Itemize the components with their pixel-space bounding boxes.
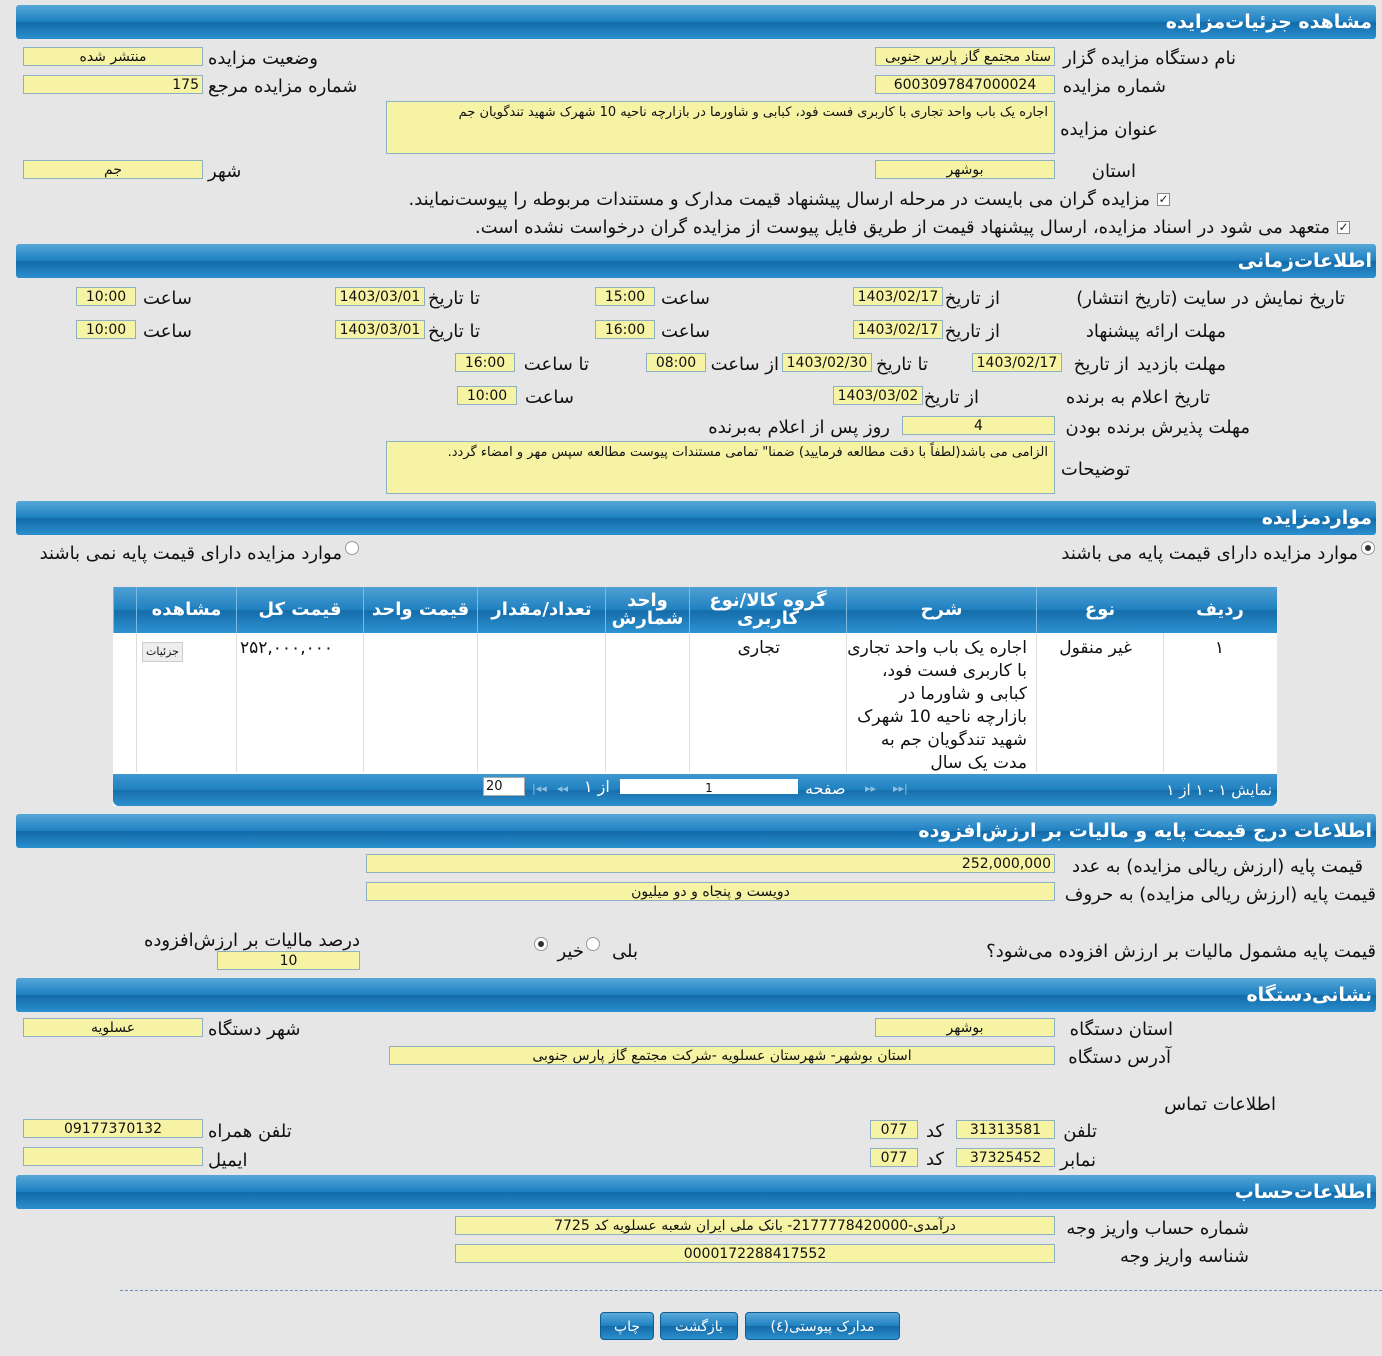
accept-deadline-label: مهلت پذیرش برنده بودن [1065,417,1250,438]
price-words-label: قیمت پایه (ارزش ریالی مزایده) به حروف [1064,884,1376,905]
no-file-offer-checkbox[interactable]: ✓ [1338,220,1349,234]
to-date-label: تا تاریخ [427,288,480,309]
vat-yes-label: بلی [612,941,638,962]
section-header-account [16,1175,1376,1209]
from-hour-label: از ساعت [710,354,779,375]
from-date-label: از تاریخ [944,321,1000,342]
section-header-time [16,244,1376,278]
cell-type: غیر منقول [1059,638,1132,658]
col-view[interactable]: مشاهده [136,587,236,633]
accept-days-suffix: روز پس از اعلام به‌برنده [708,417,890,438]
grid-pager [113,774,1277,806]
phone-code-field[interactable]: 077 [870,1120,918,1139]
col-row[interactable]: ردیف [1196,599,1244,620]
section-title: مشاهده جزئیات‌مزایده [1165,11,1372,33]
price-words-field[interactable]: دویست و پنجاه و دو میلیون [366,882,1055,901]
next-page-icon[interactable]: ◂◂ [557,782,569,795]
number-field[interactable]: 6003097847000024 [875,75,1055,94]
description-label: توضیحات [1060,459,1130,480]
cell-desc: اجاره یک باب واحد تجاری با کاربری فست فود، کبابی و شاورما در بازارچه ناحیه 10 شهرک شهید تندگویان جم به مدت یک سال [847,638,1027,773]
visit-to-time[interactable]: 16:00 [455,353,515,372]
fax-code-label: کد [925,1149,944,1170]
attach-required-text: مزایده گران می بایست در مرحله ارسال پیشنهاد قیمت مدارک و مستندات مربوطه را پیوست‌نمایند. [408,189,1150,210]
radio-without-base-price-label: موارد مزایده دارای قیمت پایه نمی باشند [39,543,342,564]
back-button[interactable]: بازگشت [660,1312,738,1340]
col-desc[interactable]: شرح [846,587,1036,633]
status-field[interactable]: منتشر شده [23,47,203,66]
col-qty[interactable]: تعداد/مقدار [477,587,605,633]
view-details-link[interactable]: جزئیات [142,642,183,662]
hour-label: ساعت [661,288,710,309]
hour-label: ساعت [661,321,710,342]
cell-total: ۲۵۲,۰۰۰,۰۰۰ [240,638,333,658]
attach-required-checkbox[interactable]: ✓ [1158,192,1169,206]
fax-field[interactable]: 37325452 [956,1148,1055,1167]
email-label: ایمیل [208,1150,248,1171]
last-page-icon[interactable]: |◂◂ [532,782,547,795]
visit-from-date[interactable]: 1403/02/17 [972,353,1062,372]
contact-title: اطلاعات تماس [1164,1094,1276,1115]
prev-page-icon[interactable]: ▸▸ [865,782,877,795]
section-title: اطلاعات‌زمانی [1237,250,1372,272]
col-group[interactable]: گروه کالا/نوع کاربری [689,587,846,633]
account-number-label: شماره حساب واریز وجه [1066,1218,1249,1239]
org-city-label: شهر دستگاه [208,1019,301,1040]
vat-percent-field[interactable]: 10 [217,951,360,970]
from-date-label: از تاریخ [944,288,1000,309]
status-label: وضعیت مزایده [208,48,318,69]
accept-days-field[interactable]: 4 [902,416,1055,435]
section-title: اطلاعات درج قیمت پایه و مالیات بر ارزش‌افزوده [918,820,1372,842]
display-to-date[interactable]: 1403/03/01 [335,287,425,306]
vat-no-label: خیر [557,941,584,962]
province-field[interactable]: بوشهر [875,160,1055,179]
section-header-price [16,814,1376,848]
attachments-button[interactable]: مدارک پیوستی(٤) [745,1312,900,1340]
pager-summary: نمایش ۱ - ۱ از ۱ [1166,781,1272,799]
offer-from-time[interactable]: 16:00 [595,320,655,339]
col-unit[interactable]: واحد شمارش [605,587,689,633]
items-grid [113,587,1277,806]
title-label: عنوان مزایده [1060,119,1158,140]
offer-from-date[interactable]: 1403/02/17 [853,320,943,339]
org-province-field[interactable]: بوشهر [875,1018,1055,1037]
account-number-field[interactable]: درآمدی-2177778420000- بانک ملی ایران شعبه عسلویه کد 7725 [455,1216,1055,1235]
mobile-field[interactable]: 09177370132 [23,1119,203,1138]
from-date-label: از تاریخ [1073,354,1129,375]
radio-with-base-price[interactable] [1361,541,1375,555]
vat-percent-label: درصد مالیات بر ارزش‌افزوده [143,930,360,951]
col-type[interactable]: نوع [1036,587,1163,633]
offer-to-date[interactable]: 1403/03/01 [335,320,425,339]
no-file-offer-text: متعهد می شود در اسناد مزایده، ارسال پیشنهاد قیمت از طریق فایل پیوست از مزایده گران درخواست نشده است. [474,217,1330,238]
section-title: نشانی‌دستگاه [1246,984,1372,1006]
cell-row: ۱ [1214,638,1224,658]
section-title: مواردمزایده [1261,507,1372,529]
price-number-label: قیمت پایه (ارزش ریالی مزایده) به عدد [1071,856,1363,877]
display-from-time[interactable]: 15:00 [595,287,655,306]
fax-code-field[interactable]: 077 [870,1148,918,1167]
first-page-icon[interactable]: ▸▸| [893,782,908,795]
org-address-field[interactable]: استان بوشهر- شهرستان عسلویه -شرکت مجتمع گاز پارس جنوبی [389,1046,1055,1065]
email-field[interactable] [23,1147,203,1166]
vat-no-radio[interactable] [534,937,548,951]
mobile-label: تلفن همراه [208,1121,292,1142]
org-label: نام دستگاه مزایده گزار [1063,48,1236,69]
to-date-label: تا تاریخ [427,321,480,342]
ref-label: شماره مزایده مرجع [208,76,358,97]
fax-label: نمابر [1060,1150,1096,1171]
page-size-select[interactable]: 20 [483,777,525,796]
section-header-items [16,501,1376,535]
separator [120,1290,1382,1291]
title-field[interactable]: اجاره یک باب واحد تجاری با کاربری فست فود، کبابی و شاورما در بازارچه ناحیه 10 شهرک شهید تندگویان جم [386,101,1055,154]
hour-label: ساعت [525,387,574,408]
visit-to-date[interactable]: 1403/02/30 [782,353,872,372]
vat-yes-radio[interactable] [586,937,600,951]
city-field[interactable]: جم [23,160,203,179]
cell-group: تجاری [737,638,780,658]
city-label: شهر [208,161,242,182]
to-hour-label: تا ساعت [523,354,589,375]
ref-field[interactable]: 175 [23,75,203,94]
col-spacer [113,587,136,633]
hour-label: ساعت [143,288,192,309]
print-button[interactable]: چاپ [600,1312,654,1340]
org-address-label: آدرس دستگاه [1068,1047,1171,1068]
hour-label: ساعت [143,321,192,342]
display-date-label: تاریخ نمایش در سایت (تاریخ انتشار) [1076,288,1345,309]
province-label: استان [1091,161,1136,182]
section-header-details [16,5,1376,39]
offer-deadline-label: مهلت ارائه پیشنهاد [1085,321,1226,342]
radio-without-base-price[interactable] [345,541,359,555]
announce-time[interactable]: 10:00 [457,386,517,405]
org-field[interactable]: ستاد مجتمع گاز پارس جنوبی [875,47,1055,66]
payment-id-label: شناسه واریز وجه [1120,1246,1249,1267]
phone-field[interactable]: 31313581 [956,1120,1055,1139]
payment-id-field[interactable]: 0000172288417552 [455,1244,1055,1263]
announce-label: تاریخ اعلام به برنده [1065,387,1210,408]
col-total[interactable]: قیمت کل [236,587,363,633]
phone-code-label: کد [925,1121,944,1142]
radio-with-base-price-label: موارد مزایده دارای قیمت پایه می باشند [1061,543,1358,564]
to-date-label: تا تاریخ [875,354,928,375]
section-title: اطلاعات‌حساب [1234,1181,1372,1203]
org-city-field[interactable]: عسلویه [23,1018,203,1037]
page-label: صفحه [805,779,846,798]
visit-deadline-label: مهلت بازدید [1137,354,1226,375]
visit-from-time[interactable]: 08:00 [646,353,706,372]
from-date-label: از تاریخ [923,387,979,408]
phone-label: تلفن [1063,1121,1097,1142]
grid-header [113,587,1277,633]
page-input[interactable]: 1 [620,779,798,794]
page-of: از ۱ [584,777,610,796]
display-to-time[interactable]: 10:00 [76,287,136,306]
vat-question: قیمت پایه مشمول مالیات بر ارزش افزوده می‌شود؟ [986,941,1376,962]
display-from-date[interactable]: 1403/02/17 [853,287,943,306]
number-label: شماره مزایده [1062,76,1166,97]
section-header-address [16,978,1376,1012]
col-unit-price[interactable]: قیمت واحد [363,587,477,633]
description-field[interactable]: الزامی می باشد(لطفاً با دقت مطالعه فرمایید) ضمنا" تمامی مستندات پیوست مطالعه سپس مهر و امضاء گردد. [386,441,1055,494]
announce-date[interactable]: 1403/03/02 [833,386,923,405]
price-number-field[interactable]: 252,000,000 [366,854,1055,873]
offer-to-time[interactable]: 10:00 [76,320,136,339]
org-province-label: استان دستگاه [1069,1019,1173,1040]
